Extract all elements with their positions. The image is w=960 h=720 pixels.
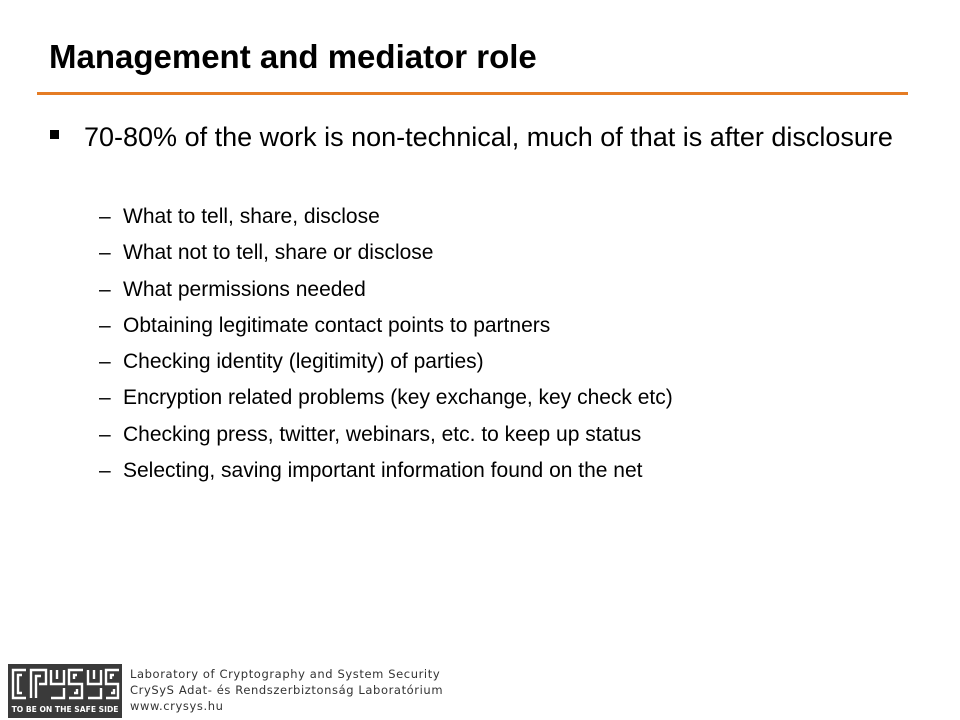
dash-icon: – [99, 422, 111, 446]
sub-bullet-text: What permissions needed [123, 277, 366, 301]
sub-bullet [99, 384, 673, 420]
sub-bullet-text: Obtaining legitimate contact points to partners [123, 313, 551, 337]
dash-icon: – [99, 313, 111, 337]
lab-website: www.crysys.hu [130, 699, 224, 713]
dash-icon: – [99, 386, 111, 410]
main-bullet-text: 70-80% of the work is non-technical, much of that is after disclosure [84, 122, 893, 152]
slide-title: Management and mediator role [49, 38, 537, 75]
lab-name-hu: CrySyS Adat- és Rendszerbiztonság Laboratórium [130, 683, 444, 697]
sub-bullet-text: Encryption related problems (key exchange, key check etc) [123, 386, 673, 410]
sub-bullet [99, 421, 673, 457]
dash-icon: – [99, 350, 111, 374]
dash-icon: – [99, 277, 111, 301]
title-divider [37, 92, 908, 95]
sub-bullet [99, 312, 673, 348]
footer-text [130, 666, 443, 714]
lab-name-en: Laboratory of Cryptography and System Security [130, 667, 441, 681]
sub-bullet-text: What to tell, share, disclose [123, 205, 380, 228]
sub-bullet-text: What not to tell, share or disclose [123, 241, 434, 265]
sub-bullet-text: Checking press, twitter, webinars, etc. to keep up status [123, 422, 642, 446]
sub-bullet [99, 239, 673, 275]
sub-bullet-text: Checking identity (legitimity) of parties) [123, 350, 484, 374]
logo-tagline: TO BE ON THE SAFE SIDE [11, 705, 119, 714]
crysys-logo [8, 664, 122, 718]
sub-bullet-list [99, 203, 673, 493]
sub-bullet [99, 203, 673, 239]
sub-bullet-text: Selecting, saving important information found on the net [123, 459, 643, 483]
main-bullet [50, 118, 910, 156]
sub-bullet [99, 348, 673, 384]
sub-bullet [99, 276, 673, 312]
dash-icon: – [99, 205, 111, 228]
square-bullet-icon [50, 130, 59, 139]
sub-bullet [99, 457, 673, 493]
dash-icon: – [99, 459, 111, 483]
dash-icon: – [99, 241, 111, 265]
